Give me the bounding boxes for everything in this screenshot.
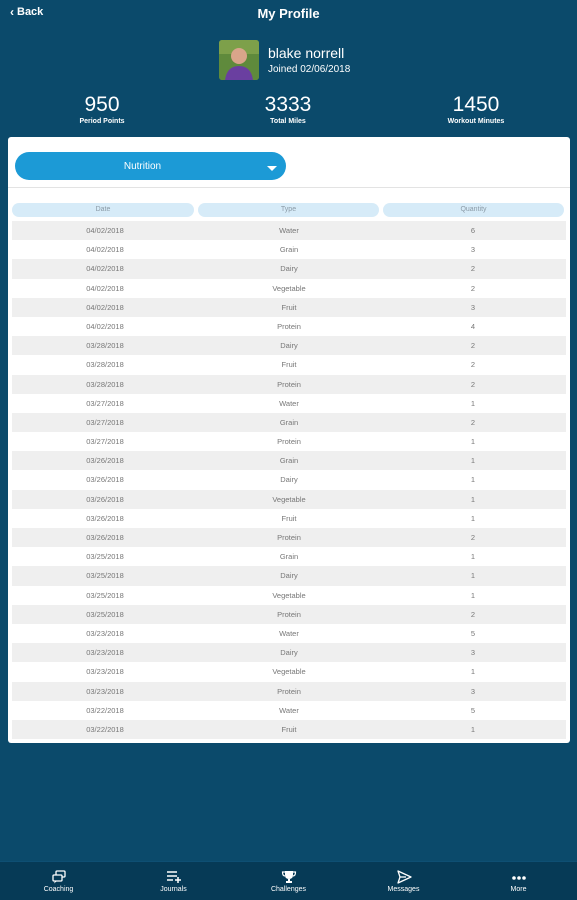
nav-messages[interactable] [346, 862, 461, 900]
cell-date: 03/27/2018 [86, 398, 124, 408]
column-header-type: Type [198, 203, 379, 217]
cell-type: Dairy [280, 341, 298, 351]
avatar [219, 40, 259, 80]
table-row [12, 279, 566, 298]
table-row [12, 221, 566, 240]
cell-date: 03/23/2018 [86, 667, 124, 677]
cell-date: 04/02/2018 [86, 321, 124, 331]
nav-label: Coaching [43, 886, 74, 893]
cell-quantity: 2 [470, 609, 476, 619]
cell-date: 03/28/2018 [86, 379, 124, 389]
cell-quantity: 1 [470, 724, 476, 734]
table-row [12, 317, 566, 336]
trophy-icon [281, 870, 297, 884]
cell-date: 03/26/2018 [86, 494, 124, 504]
cell-type: Grain [279, 417, 299, 427]
cell-type: Fruit [281, 360, 297, 370]
nav-coaching[interactable] [1, 862, 116, 900]
stat-total-miles [218, 93, 358, 125]
cell-type: Fruit [281, 302, 297, 312]
nav-label: Challenges [270, 886, 307, 893]
cell-date: 03/27/2018 [86, 417, 124, 427]
table-body [12, 221, 566, 739]
cell-quantity: 5 [470, 628, 476, 638]
table-row [12, 566, 566, 585]
stat-workout-minutes [406, 93, 546, 125]
table-row [12, 413, 566, 432]
cell-type: Grain [279, 245, 299, 255]
table-row [12, 432, 566, 451]
cell-date: 04/02/2018 [86, 283, 124, 293]
cell-quantity: 6 [470, 226, 476, 235]
cell-quantity: 2 [470, 379, 476, 389]
cell-quantity: 2 [470, 360, 476, 370]
cell-type: Water [279, 628, 299, 638]
stat-value: 950 [84, 93, 120, 116]
cell-quantity: 1 [470, 590, 476, 600]
cell-date: 03/25/2018 [86, 609, 124, 619]
cell-type: Protein [277, 686, 301, 696]
cell-type: Vegetable [272, 283, 306, 293]
profile-joined-date: Joined 02/06/2018 [268, 63, 351, 75]
nav-challenges[interactable] [231, 862, 346, 900]
cell-quantity: 3 [470, 245, 476, 255]
table-row [12, 375, 566, 394]
cell-type: Dairy [280, 571, 298, 581]
stat-value: 3333 [264, 93, 312, 116]
table-row [12, 451, 566, 470]
cell-type: Vegetable [272, 590, 306, 600]
cell-type: Water [279, 705, 299, 715]
table-row [12, 298, 566, 317]
divider [8, 187, 570, 188]
cell-quantity: 4 [470, 321, 476, 331]
bottom-nav [0, 861, 577, 900]
top-bar [0, 0, 577, 30]
nutrition-card [8, 137, 570, 743]
cell-quantity: 2 [470, 417, 476, 427]
category-dropdown[interactable] [15, 152, 286, 180]
cell-date: 03/28/2018 [86, 341, 124, 351]
table-row [12, 662, 566, 681]
cell-date: 03/26/2018 [86, 456, 124, 466]
cell-type: Protein [277, 379, 301, 389]
more-icon [511, 870, 527, 884]
profile-header [219, 40, 350, 80]
table-row [12, 394, 566, 413]
profile-name: blake norrell [268, 44, 345, 61]
cell-date: 03/22/2018 [86, 705, 124, 715]
cell-date: 04/02/2018 [86, 264, 124, 274]
cell-quantity: 5 [470, 705, 476, 715]
stat-label: Total Miles [270, 118, 306, 125]
cell-quantity: 2 [470, 533, 476, 542]
table-row [12, 643, 566, 662]
coaching-icon [51, 870, 67, 884]
cell-type: Dairy [280, 475, 298, 485]
cell-type: Dairy [280, 264, 298, 274]
cell-type: Vegetable [272, 667, 306, 677]
cell-date: 04/02/2018 [86, 226, 124, 235]
table-row [12, 259, 566, 278]
table-row [12, 355, 566, 374]
cell-date: 03/26/2018 [86, 513, 124, 523]
column-header-quantity: Quantity [383, 203, 564, 217]
stat-period-points [32, 93, 172, 125]
cell-type: Water [279, 226, 299, 235]
table-row [12, 547, 566, 566]
table-row [12, 586, 566, 605]
cell-date: 03/25/2018 [86, 590, 124, 600]
table-row [12, 701, 566, 720]
cell-quantity: 3 [470, 302, 476, 312]
dropdown-selected-label: Nutrition [123, 160, 162, 172]
stat-label: Workout Minutes [447, 118, 505, 125]
cell-quantity: 3 [470, 686, 476, 696]
cell-date: 03/26/2018 [86, 475, 124, 485]
stat-value: 1450 [452, 93, 500, 116]
nav-label: Messages [387, 886, 420, 893]
caret-down-icon [267, 166, 277, 171]
cell-type: Grain [279, 456, 299, 466]
cell-type: Vegetable [272, 494, 306, 504]
chevron-left-icon: ‹ [10, 5, 14, 19]
table-row [12, 624, 566, 643]
cell-quantity: 1 [470, 513, 476, 523]
cell-quantity: 3 [470, 648, 476, 658]
cell-date: 03/23/2018 [86, 628, 124, 638]
cell-quantity: 2 [470, 283, 476, 293]
table-header [12, 203, 566, 217]
table-row [12, 682, 566, 701]
cell-date: 03/25/2018 [86, 552, 124, 562]
journals-icon [166, 870, 182, 884]
table-row [12, 490, 566, 509]
cell-type: Protein [277, 437, 301, 447]
table-row [12, 720, 566, 739]
cell-date: 03/27/2018 [86, 437, 124, 447]
cell-date: 04/02/2018 [86, 245, 124, 255]
cell-quantity: 2 [470, 264, 476, 274]
table-row [12, 470, 566, 489]
stat-label: Period Points [79, 118, 125, 125]
cell-quantity: 1 [470, 475, 476, 485]
cell-type: Water [279, 398, 299, 408]
table-row [12, 605, 566, 624]
cell-quantity: 1 [470, 552, 476, 562]
cell-date: 03/28/2018 [86, 360, 124, 370]
table-row [12, 509, 566, 528]
cell-type: Protein [277, 321, 301, 331]
cell-quantity: 1 [470, 456, 476, 466]
stats-row [0, 93, 577, 133]
cell-quantity: 2 [470, 341, 476, 351]
cell-quantity: 1 [470, 398, 476, 408]
table-row [12, 528, 566, 547]
cell-quantity: 1 [470, 571, 476, 581]
nav-label: More [510, 886, 527, 893]
cell-date: 03/23/2018 [86, 648, 124, 658]
cell-date: 04/02/2018 [86, 302, 124, 312]
cell-type: Dairy [280, 648, 298, 658]
cell-type: Protein [277, 609, 301, 619]
avatar-photo [219, 40, 259, 80]
send-icon [396, 870, 412, 884]
cell-type: Grain [279, 552, 299, 562]
table-row [12, 336, 566, 355]
nav-more[interactable] [461, 862, 576, 900]
table-row [12, 240, 566, 259]
page-title: My Profile [257, 6, 320, 21]
cell-quantity: 1 [470, 494, 476, 504]
cell-date: 03/25/2018 [86, 571, 124, 581]
cell-type: Protein [277, 533, 301, 542]
cell-date: 03/23/2018 [86, 686, 124, 696]
nav-journals[interactable] [116, 862, 231, 900]
cell-date: 03/22/2018 [86, 724, 124, 734]
cell-type: Fruit [281, 724, 297, 734]
cell-type: Fruit [281, 513, 297, 523]
back-label: Back [17, 6, 44, 18]
nav-label: Journals [160, 886, 187, 893]
cell-quantity: 1 [470, 437, 476, 447]
cell-date: 03/26/2018 [86, 533, 124, 542]
column-header-date: Date [12, 203, 194, 217]
cell-quantity: 1 [470, 667, 476, 677]
